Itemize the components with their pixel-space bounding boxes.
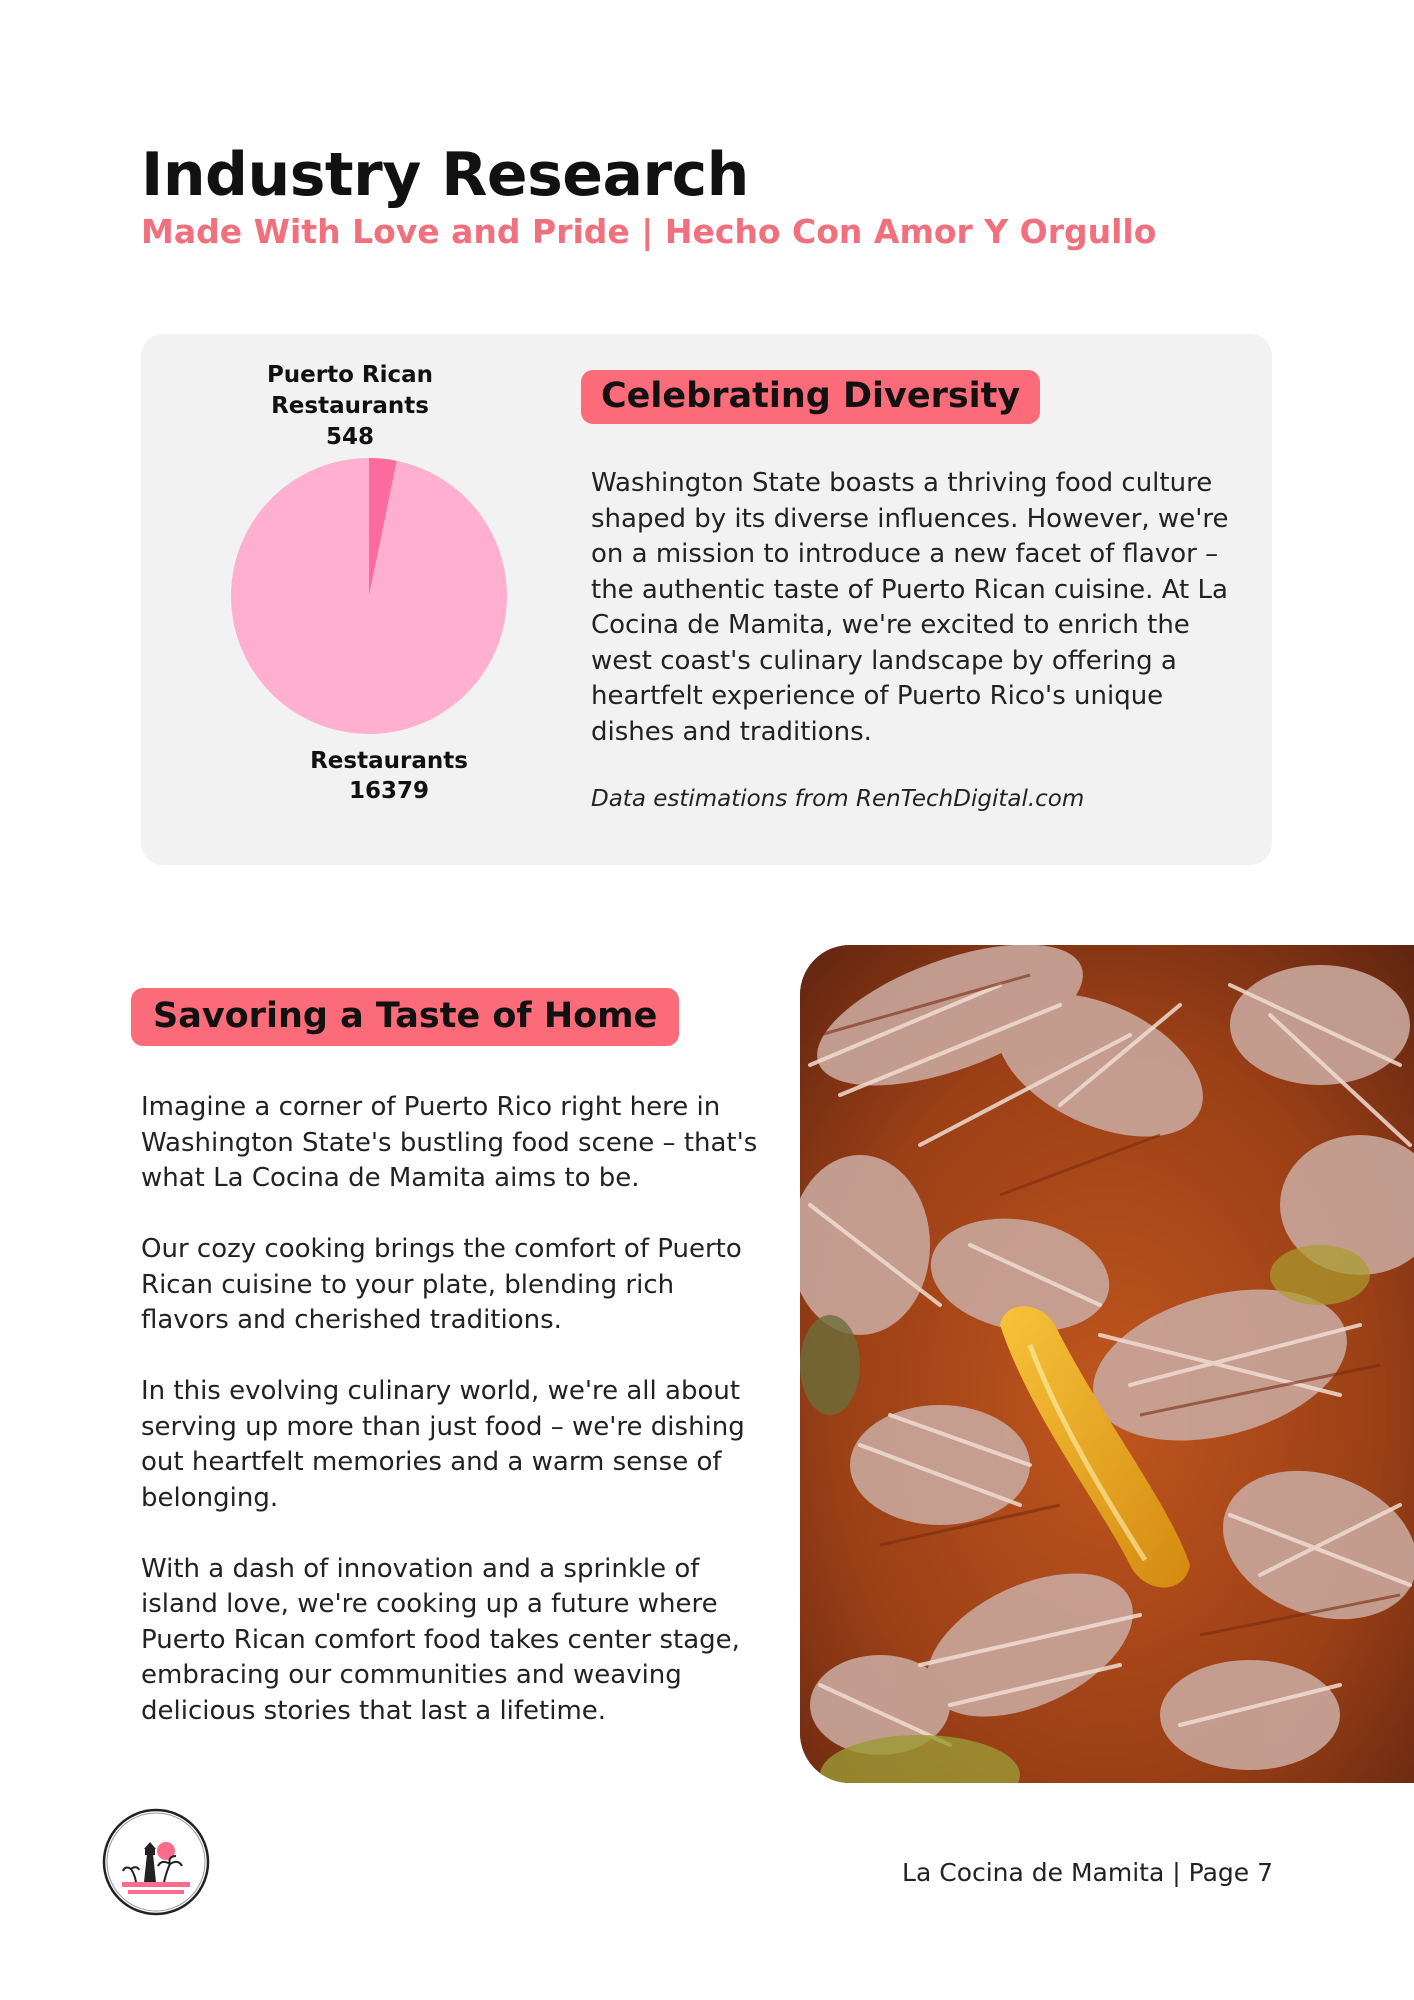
logo-svg: [100, 1806, 212, 1918]
home-paragraph-1: Imagine a corner of Puerto Rico right here in Washington State's bustling food scene – that's what La Cocina de Mamita aims to be.: [141, 1092, 758, 1193]
taste-of-home-body: [141, 1090, 761, 1765]
pie-label-restaurants-value: 16379: [348, 778, 430, 804]
pie-svg: [229, 456, 509, 736]
food-photo-art: [800, 945, 1414, 1783]
pie-label-restaurants-line-1: Restaurants: [310, 748, 468, 774]
taste-of-home-heading: Savoring a Taste of Home: [131, 988, 679, 1046]
pie-slice-restaurants: [231, 458, 507, 734]
pie-label-puerto-rican-line-2: Restaurants: [271, 393, 429, 419]
pie-label-puerto-rican-value: 548: [325, 424, 374, 450]
page-title: Industry Research: [141, 140, 749, 210]
home-paragraph-3: In this evolving culinary world, we're all about serving up more than just food – we're dishing out heartfelt memories and a warm sense of belonging.: [141, 1376, 745, 1513]
industry-research-panel: [141, 334, 1272, 865]
pie-label-puerto-rican: [210, 360, 490, 453]
home-paragraph-2: Our cozy cooking brings the comfort of Puerto Rican cuisine to your plate, blending rich flavors and cherished traditions.: [141, 1234, 742, 1335]
celebrating-diversity-heading: Celebrating Diversity: [581, 370, 1040, 424]
lighthouse-palm-logo-icon: [100, 1806, 212, 1918]
pie-label-puerto-rican-line-1: Puerto Rican: [266, 362, 434, 388]
home-paragraph-4: With a dash of innovation and a sprinkle of island love, we're cooking up a future where Puerto Rican comfort food takes center stage, embracing our communities and weaving delicious stories that last a lifetime.: [141, 1553, 740, 1726]
page-subtitle: Made With Love and Pride | Hecho Con Amor Y Orgullo: [141, 212, 1157, 251]
pie-label-restaurants: [269, 746, 509, 806]
page-footer: La Cocina de Mamita | Page 7: [902, 1858, 1273, 1887]
shredded-chicken-stew-photo: [800, 945, 1414, 1783]
diversity-paragraph: Washington State boasts a thriving food culture shaped by its diverse influences. However, we're on a mission to introduce a new facet of flavor – the authentic taste of Puerto Rican cuisine. At La Cocina de Mamita, we're excited to enrich the west coast's culinary landscape by offering a heartfelt experience of Puerto Rico's unique dishes and traditions.: [591, 468, 1229, 747]
data-source-note: Data estimations from RenTechDigital.com: [591, 786, 1085, 812]
